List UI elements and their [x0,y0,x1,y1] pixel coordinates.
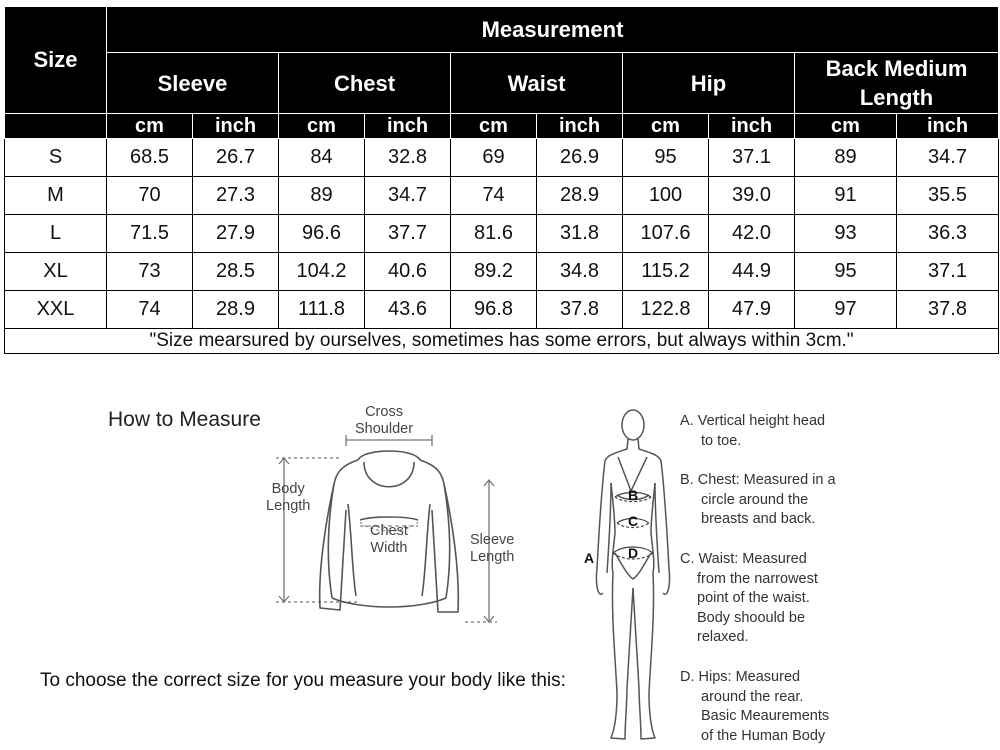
unit-header: cm [279,114,365,139]
table-cell: 89.2 [451,253,537,291]
table-cell: 71.5 [107,215,193,253]
table-cell: 89 [795,139,897,177]
group-header-back-length: Back Medium Length [795,53,999,114]
table-cell: 74 [107,291,193,329]
table-cell: 34.7 [897,139,999,177]
table-cell: 28.9 [537,177,623,215]
table-cell: 93 [795,215,897,253]
unit-header: inch [537,114,623,139]
table-cell: 84 [279,139,365,177]
sleeve-length-label: Sleeve Length [470,532,515,565]
table-cell: 95 [795,253,897,291]
table-cell: 26.7 [193,139,279,177]
unit-header: inch [365,114,451,139]
size-header-spacer [5,114,107,139]
group-header-chest: Chest [279,53,451,114]
table-cell: 74 [451,177,537,215]
table-cell: 89 [279,177,365,215]
size-header: Size [5,7,107,114]
table-cell: 37.1 [709,139,795,177]
table-cell: 31.8 [537,215,623,253]
table-cell: 32.8 [365,139,451,177]
table-cell: 35.5 [897,177,999,215]
how-to-measure-title: How to Measure [108,408,261,431]
table-row [5,253,999,291]
table-cell: 44.9 [709,253,795,291]
note-row [5,329,999,354]
table-cell: 96.8 [451,291,537,329]
table-cell: 37.1 [897,253,999,291]
unit-header: cm [795,114,897,139]
table-cell: 81.6 [451,215,537,253]
table-cell: 34.8 [537,253,623,291]
table-row [5,215,999,253]
description-b: B. Chest: Measured in a circle around the breasts and back. [680,472,836,528]
unit-header: inch [897,114,999,139]
body-length-label: Body Length [266,481,311,514]
table-cell: 37.8 [537,291,623,329]
table-cell: 37.7 [365,215,451,253]
table-cell: 96.6 [279,215,365,253]
table-cell: 28.5 [193,253,279,291]
table-cell: 36.3 [897,215,999,253]
unit-header: cm [107,114,193,139]
body-figure-illustration [585,403,685,748]
description-c: C. Waist: Measured from the narrowest point of the waist. Body shoould be relaxed. [680,551,818,646]
size-cell: M [5,177,107,215]
size-chart-table [4,6,999,354]
table-cell: 26.9 [537,139,623,177]
table-cell: 39.0 [709,177,795,215]
table-cell: 73 [107,253,193,291]
group-header-sleeve: Sleeve [107,53,279,114]
unit-header: inch [709,114,795,139]
cross-shoulder-label: Cross Shoulder [355,404,414,437]
table-cell: 40.6 [365,253,451,291]
table-cell: 97 [795,291,897,329]
body-letter-c: C [628,513,639,529]
table-cell: 122.8 [623,291,709,329]
table-cell: 70 [107,177,193,215]
table-cell: 47.9 [709,291,795,329]
table-cell: 115.2 [623,253,709,291]
table-cell: 91 [795,177,897,215]
table-note: "Size mearsured by ourselves, sometimes has some errors, but always within 3cm." [5,329,999,354]
size-cell: XXL [5,291,107,329]
table-cell: 42.0 [709,215,795,253]
size-cell: S [5,139,107,177]
body-letter-a: A [584,550,595,566]
unit-header: cm [623,114,709,139]
body-letter-d: D [628,545,639,561]
table-cell: 104.2 [279,253,365,291]
instruction-text: To choose the correct size for you measure your body like this: [40,670,566,691]
table-cell: 37.8 [897,291,999,329]
unit-header: cm [451,114,537,139]
group-header-waist: Waist [451,53,623,114]
size-cell: XL [5,253,107,291]
table-row [5,291,999,329]
table-row [5,139,999,177]
description-d: D. Hips: Measured around the rear. Basic Meaurements of the Human Body [680,669,830,744]
description-a: A. Vertical height head to toe. [680,413,826,449]
table-cell: 28.9 [193,291,279,329]
table-cell: 68.5 [107,139,193,177]
table-cell: 27.3 [193,177,279,215]
table-row [5,177,999,215]
table-cell: 34.7 [365,177,451,215]
group-header-hip: Hip [623,53,795,114]
measurement-header: Measurement [107,7,999,53]
chest-width-label: Chest Width [370,523,408,556]
table-cell: 107.6 [623,215,709,253]
table-cell: 69 [451,139,537,177]
table-cell: 43.6 [365,291,451,329]
table-cell: 95 [623,139,709,177]
size-cell: L [5,215,107,253]
table-cell: 111.8 [279,291,365,329]
unit-header: inch [193,114,279,139]
table-cell: 27.9 [193,215,279,253]
body-letter-b: B [628,487,639,503]
table-cell: 100 [623,177,709,215]
